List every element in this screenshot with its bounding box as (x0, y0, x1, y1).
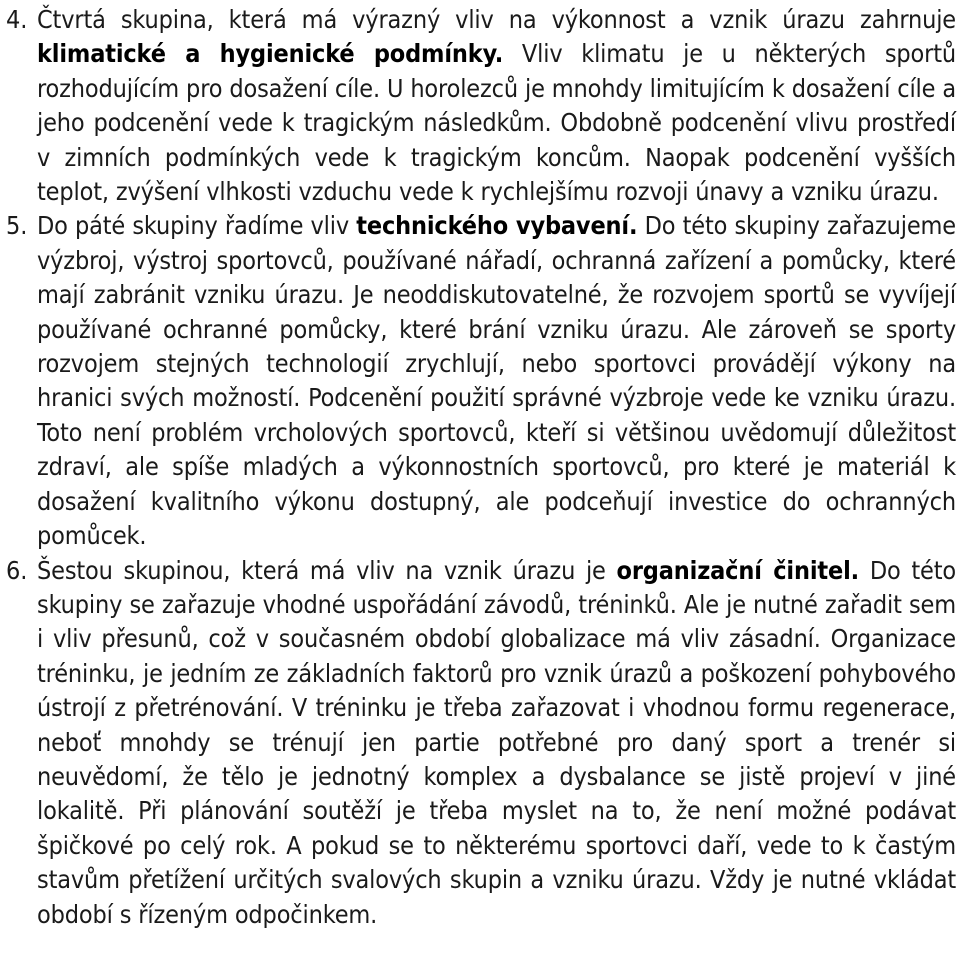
item-text-post: Vliv klimatu je u některých sportů rozhodujícím pro dosažení cíle. U horolezců je mnohdy limitujícím k dosažení cíle a jeho podcenění vede k tragickým následkům. Obdobně podcenění vlivu prostředí v zimních podmínkých vede k tragickým koncům. Naopak podcenění vyšších teplot, zvýšení vlhkosti vzduchu vede k rychlejšímu rozvoji únavy a vzniku úrazu. (37, 39, 956, 207)
item-number: 6. (6, 555, 28, 585)
item-text-bold: klimatické a hygienické podmínky. (37, 39, 504, 69)
item-text-pre: Do páté skupiny řadíme vliv (37, 211, 357, 241)
item-text (37, 554, 956, 932)
list-item-6 (6, 554, 956, 932)
item-text-post: Do této skupiny zařazujeme výzbroj, výstroj sportovců, používané nářadí, ochranná zařízení a pomůcky, které mají zabránit vzniku úrazu. Je neoddiskutovatelné, že rozvojem sportů se vyvíjejí používané ochranné pomůcky, které brání vzniku úrazu. Ale zároveň se sporty rozvojem stejných technologií zrychlují, nebo sportovci provádějí výkony na hranici svých možností. Podcenění použití správné výzbroje vede ke vzniku úrazu. Toto není problém vrcholových sportovců, kteří si většinou uvědomují důležitost zdraví, ale spíše mladých a výkonnostních sportovců, pro které je materiál k dosažení kvalitního výkonu dostupný, ale podceňují investice do ochranných pomůcek. (37, 211, 956, 551)
item-text (37, 209, 956, 553)
item-text-bold: technického vybavení. (356, 211, 638, 241)
list-item-4 (6, 3, 956, 209)
item-text-pre: Šestou skupinou, která má vliv na vznik úrazu je (37, 555, 617, 585)
item-text-pre: Čtvrtá skupina, která má výrazný vliv na výkonnost a vznik úrazu zahrnuje (37, 5, 956, 34)
item-text (37, 3, 956, 209)
item-text-bold: organizační činitel. (616, 555, 860, 585)
item-number: 4. (6, 5, 28, 34)
document-page (6, 3, 956, 932)
item-number: 5. (6, 211, 28, 241)
item-text-post: Do této skupiny se zařazuje vhodné uspořádání závodů, tréninků. Ale je nutné zařadit sem i vliv přesunů, což v současném období globalizace má vliv zásadní. Organizace tréninku, je jedním ze základních faktorů pro vznik úrazů a poškození pohybového ústrojí z přetrénování. V tréninku je třeba zařazovat i vhodnou formu regenerace, neboť mnohdy se trénují jen partie potřebné pro daný sport a trenér si neuvědomí, že tělo je jednotný komplex a dysbalance se jistě projeví v jiné lokalitě. Při plánování soutěží je třeba myslet na to, že není možné podávat špičkové po celý rok. A pokud se to některému sportovci daří, vede to k častým stavům přetížení určitých svalových skupin a vzniku úrazu. Vždy je nutné vkládat období s řízeným odpočinkem. (37, 555, 957, 929)
list-item-5 (6, 209, 956, 553)
